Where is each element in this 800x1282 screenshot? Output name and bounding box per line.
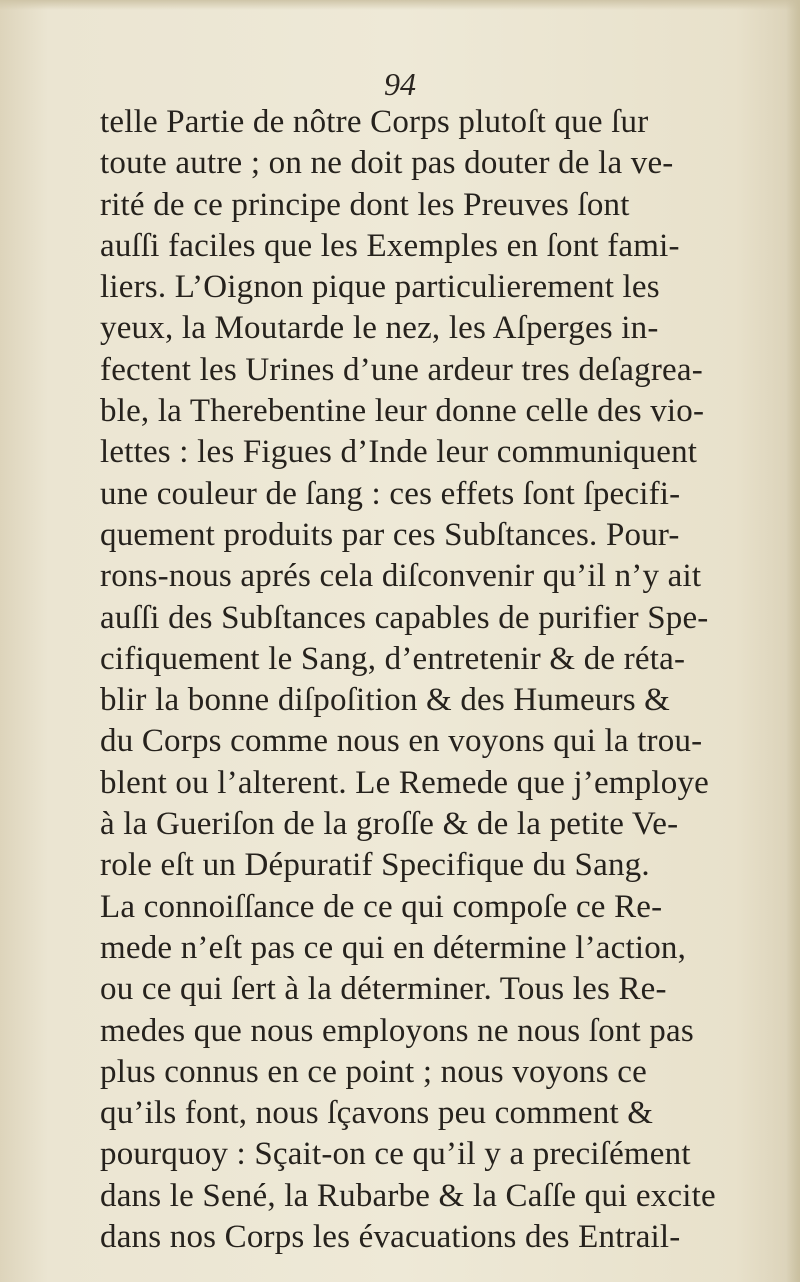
page-text [100,102,790,1258]
page-number: 94 [384,66,416,102]
text-line: dans le Sené, la Rubarbe & la Caſſe qui excite [100,1177,716,1214]
text-line: ble, la Therebentine leur donne celle des vio- [100,393,705,430]
text-line: telle Partie de nôtre Corps plutoſt que ſur [100,104,649,140]
text-line: blir la bonne diſpoſition & des Humeurs & [100,682,671,719]
text-line: une couleur de ſang : ces effets ſont ſpecifi- [100,475,681,512]
text-line: quement produits par ces Subſtances. Pour- [100,516,680,553]
text-line: yeux, la Moutarde le nez, les Aſperges in- [100,310,659,347]
text-line: pourquoy : Sçait-on ce qu’il y a preciſément [100,1136,691,1173]
text-line: ou ce qui ſert à la déterminer. Tous les Re- [100,971,667,1008]
text-line: La connoiſſance de ce qui compoſe ce Re- [100,888,663,925]
text-line: auſſi des Subſtances capables de purifier Spe- [100,599,709,636]
text-line: rité de ce principe dont les Preuves ſont [100,186,630,223]
text-line: fectent les Urines d’une ardeur tres deſagrea- [100,351,703,388]
text-line: role eſt un Dépuratif Specifique du Sang. [100,847,650,884]
text-line: cifiquement le Sang, d’entretenir & de réta- [100,640,686,677]
text-line: rons-nous aprés cela diſconvenir qu’il n’y ait [100,558,702,595]
text-line: auſſi faciles que les Exemples en ſont fami- [100,227,680,264]
page-top-edge [0,0,800,10]
text-line: medes que nous employons ne nous ſont pas [100,1012,694,1049]
text-line: toute autre ; on ne doit pas douter de la ve- [100,145,674,182]
text-line: lettes : les Figues d’Inde leur communiquent [100,434,698,471]
text-line: à la Gueriſon de la groſſe & de la petite Ve- [100,806,679,843]
text-line: blent ou l’alterent. Le Remede que j’employe [100,764,709,801]
text-line: mede n’eſt pas ce qui en détermine l’action, [100,929,687,966]
text-line: liers. L’Oignon pique particulierement les [100,269,660,306]
text-line: du Corps comme nous en voyons qui la trou- [100,723,703,760]
text-line: plus connus en ce point ; nous voyons ce [100,1053,647,1090]
text-line: dans nos Corps les évacuations des Entrail- [100,1219,681,1256]
text-line: qu’ils font, nous ſçavons peu comment & [100,1095,654,1132]
